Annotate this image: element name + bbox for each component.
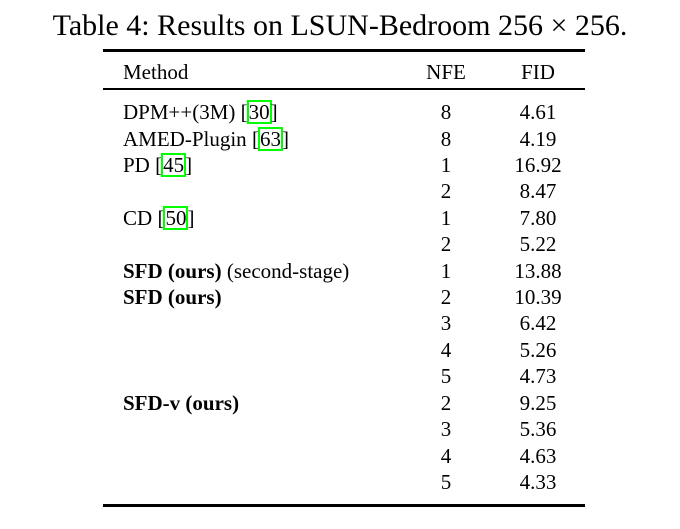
row-9-nfe: 4: [440, 338, 452, 362]
row-6-method-name: SFD (ours): [123, 259, 222, 283]
citation-link[interactable]: 45: [163, 153, 185, 177]
row-11-method: SFD-v (ours): [123, 391, 240, 415]
row-7-method: SFD (ours): [123, 285, 222, 309]
row-4-nfe: 1: [440, 206, 452, 230]
row-9-fid: 5.26: [519, 338, 557, 362]
row-12-nfe: 3: [440, 417, 452, 441]
row-6-method: [123, 258, 349, 284]
row-6-nfe: 1: [440, 259, 452, 283]
header-nfe: NFE: [426, 60, 466, 84]
row-7-nfe: 2: [440, 285, 452, 309]
row-7-fid: 10.39: [514, 285, 562, 309]
top-rule: [103, 49, 585, 52]
row-6-method-suffix: (second-stage): [226, 259, 350, 283]
row-2-method: PD [45]: [123, 153, 193, 177]
row-6-fid: 13.88: [514, 259, 562, 283]
row-10-nfe: 5: [440, 364, 452, 388]
row-4-method: CD [50]: [123, 206, 195, 230]
row-10-fid: 4.73: [519, 364, 557, 388]
row-1-method-name: AMED-Plugin: [123, 127, 247, 151]
row-13-nfe: 4: [440, 444, 452, 468]
row-5-fid: 5.22: [519, 232, 557, 256]
row-8-nfe: 3: [440, 311, 452, 335]
header-fid: FID: [521, 60, 555, 84]
row-14-nfe: 5: [440, 470, 452, 494]
row-1-method: AMED-Plugin [63]: [123, 127, 289, 151]
row-5-nfe: 2: [440, 232, 452, 256]
header-rule: [103, 88, 585, 90]
citation-link[interactable]: 30: [248, 100, 270, 124]
row-8-fid: 6.42: [519, 311, 557, 335]
row-0-method-name: DPM++(3M): [123, 100, 236, 124]
row-4-method-name: CD: [123, 206, 153, 230]
row-0-fid: 4.61: [519, 100, 557, 124]
row-13-fid: 4.63: [519, 444, 557, 468]
citation-link[interactable]: 50: [165, 206, 187, 230]
row-1-fid: 4.19: [519, 127, 557, 151]
row-4-fid: 7.80: [519, 206, 557, 230]
header-method: Method: [123, 60, 189, 84]
row-0-nfe: 8: [440, 100, 452, 124]
citation-link[interactable]: 63: [259, 127, 281, 151]
bottom-rule: [103, 504, 585, 507]
row-3-fid: 8.47: [519, 179, 557, 203]
row-2-method-name: PD: [123, 153, 150, 177]
row-11-fid: 9.25: [519, 391, 557, 415]
row-1-nfe: 8: [440, 127, 452, 151]
row-11-nfe: 2: [440, 391, 452, 415]
row-2-nfe: 1: [440, 153, 452, 177]
row-3-nfe: 2: [440, 179, 452, 203]
row-0-method: DPM++(3M) [30]: [123, 100, 278, 124]
row-2-fid: 16.92: [514, 153, 562, 177]
table-caption: Table 4: Results on LSUN-Bedroom 256 × 256.: [52, 9, 628, 42]
row-12-fid: 5.36: [519, 417, 557, 441]
row-14-fid: 4.33: [519, 470, 557, 494]
